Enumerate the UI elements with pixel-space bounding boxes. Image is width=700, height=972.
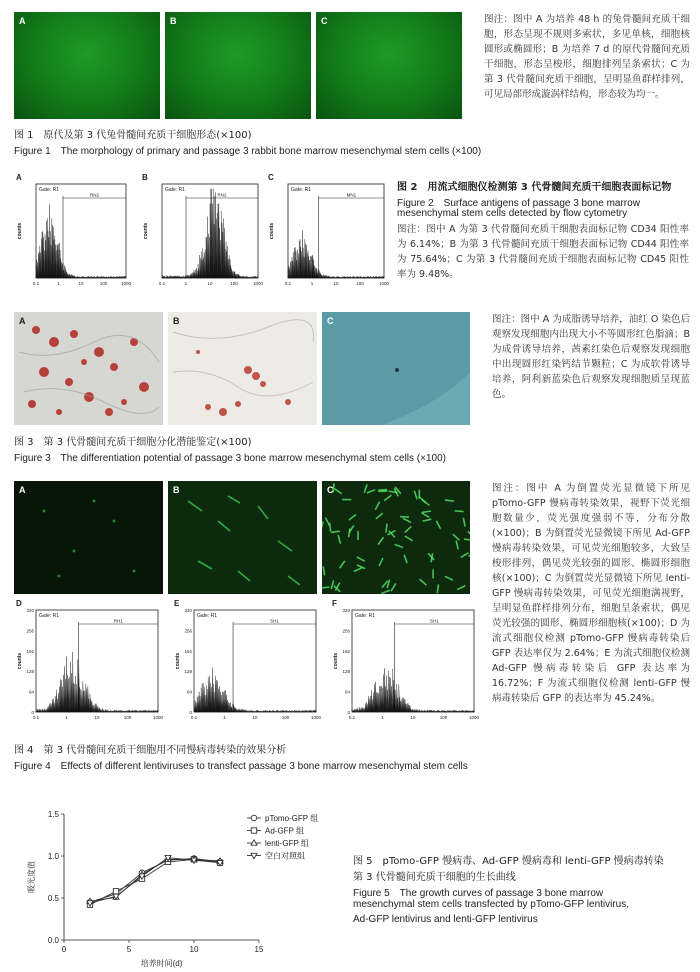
cell xyxy=(381,590,389,593)
fig1-caption-cn: 图 1 原代及第 3 代兔骨髓间充质干细胞形态(×100) xyxy=(14,130,252,141)
cell xyxy=(404,555,407,563)
cell xyxy=(384,495,391,500)
cell xyxy=(445,576,453,580)
x-tick-label: 10 xyxy=(207,281,213,286)
y-tick-label: 0 xyxy=(31,710,34,715)
fig3-note: 图注：图中 A 为成脂诱导培养，油红 O 染色后观察发现细胞内出现大小不等圆形红色脂滴；B 为成骨诱导培养，茜素红染色后观察发现细胞中出现圆形红染钙结节颗粒；C 为成软骨诱导培养，阿利新蓝染色后观察发现细胞质呈现蓝色。 xyxy=(492,314,690,400)
cell xyxy=(334,489,342,494)
cell xyxy=(403,518,411,522)
cell xyxy=(469,555,470,559)
flow-histogram-c xyxy=(266,172,390,294)
cell xyxy=(405,536,413,541)
y-axis-label: counts xyxy=(17,652,23,670)
cell xyxy=(422,500,429,505)
cell xyxy=(349,514,356,520)
x-tick-label: 0.1 xyxy=(32,281,40,286)
gate-marker-label: SH1 xyxy=(429,618,439,624)
x-tick-label: 1 xyxy=(65,715,68,720)
gate-label: Gate: R1 xyxy=(291,187,312,193)
cell xyxy=(375,502,379,510)
legend-marker xyxy=(251,840,257,845)
x-tick-label: 1000 xyxy=(120,281,132,286)
y-axis-label: counts xyxy=(175,652,181,670)
fig5-caption-en-2: mesenchymal stem cells transfected by pTomo-GFP lentivirus, xyxy=(353,899,630,910)
alcian-blue-stain-image xyxy=(322,312,470,425)
y-tick-label: 192 xyxy=(184,648,192,654)
fig3-caption-en: Figure 3 The differentiation potential of passage 3 bone marrow mesenchymal stem cells (×100) xyxy=(14,453,446,464)
cell xyxy=(422,511,431,512)
gate-label: Gate: R1 xyxy=(197,613,218,619)
cell xyxy=(436,521,440,529)
x-tick-label: 15 xyxy=(254,945,264,954)
y-tick-label: 192 xyxy=(342,648,350,654)
x-tick-label: 1 xyxy=(57,281,60,286)
x-tick-label: 10 xyxy=(78,281,84,286)
y-tick-label: 0.0 xyxy=(47,936,59,945)
fig4-panel-c xyxy=(322,481,470,594)
x-tick-label: 100 xyxy=(439,715,448,720)
fig5-caption-cn-1: 图 5 pTomo-GFP 慢病毒、Ad-GFP 慢病毒和 lenti-GFP 慢病毒转染 xyxy=(353,856,664,867)
panel-label: A xyxy=(19,316,26,326)
cell xyxy=(445,500,454,501)
cell xyxy=(326,518,330,526)
y-tick-label: 64 xyxy=(344,689,350,695)
gate-marker-label: RN2 xyxy=(217,192,227,198)
y-tick-label: 320 xyxy=(342,608,350,613)
cell xyxy=(322,587,329,588)
cell xyxy=(357,557,365,561)
x-tick-label: 1 xyxy=(184,281,188,286)
cell xyxy=(456,541,458,550)
alizarin-red-stain-image xyxy=(168,312,317,425)
y-tick-label: 320 xyxy=(26,608,34,613)
y-tick-label: 1.5 xyxy=(47,810,59,819)
flow-histogram-a xyxy=(14,172,132,294)
cell xyxy=(423,519,432,521)
cell xyxy=(354,568,362,572)
y-tick-label: 256 xyxy=(26,628,34,634)
panel-label: C xyxy=(321,16,328,26)
oil-red-stain-image xyxy=(14,312,163,425)
panel-label: C xyxy=(327,485,334,495)
y-axis-label: counts xyxy=(269,222,275,240)
gate-marker-label: SH1 xyxy=(270,618,279,624)
cell xyxy=(376,513,383,519)
cell xyxy=(322,522,323,531)
y-axis-label: counts xyxy=(143,222,149,240)
y-tick-label: 0 xyxy=(189,710,192,715)
x-tick-label: 0.1 xyxy=(190,715,198,720)
fig2-title-en-2: mesenchymal stem cells detected by flow cytometry xyxy=(397,208,628,219)
y-tick-label: 192 xyxy=(26,648,34,654)
x-tick-label: 1000 xyxy=(468,715,480,720)
y-axis-label: counts xyxy=(17,222,23,240)
panel-label: C xyxy=(327,316,334,326)
cell xyxy=(364,484,367,493)
growth-curve-chart xyxy=(14,800,344,972)
x-tick-label: 10 xyxy=(333,281,339,286)
panel-label: D xyxy=(16,599,22,608)
y-tick-label: 320 xyxy=(184,608,192,613)
cell xyxy=(340,561,345,568)
cell xyxy=(455,511,464,512)
cell xyxy=(378,537,383,544)
x-tick-label: 1000 xyxy=(252,281,264,286)
panel-label: A xyxy=(19,16,26,26)
y-tick-label: 128 xyxy=(26,669,34,675)
x-tick-label: 1000 xyxy=(310,715,322,720)
histogram-bars xyxy=(194,667,316,712)
fig5-caption-cn-2: 第 3 代骨髓间充质干细胞的生长曲线 xyxy=(353,872,516,883)
fig1-panel-a xyxy=(14,12,160,119)
cell xyxy=(464,539,470,540)
x-tick-label: 1 xyxy=(223,715,226,720)
y-tick-label: 64 xyxy=(186,689,192,695)
cell xyxy=(367,490,375,493)
fig2-title-cn: 图 2 用流式细胞仪检测第 3 代骨髓间充质干细胞表面标记物 xyxy=(397,182,672,193)
fig3-panel-a xyxy=(14,312,163,425)
fluorescence-image-dense xyxy=(322,481,470,594)
gate-marker-label: MN1 xyxy=(346,192,357,198)
cell xyxy=(437,584,438,593)
cell xyxy=(420,579,427,585)
cell xyxy=(421,513,429,518)
cell xyxy=(379,558,383,566)
series-3 xyxy=(87,855,223,906)
y-tick-label: 128 xyxy=(184,669,192,675)
fig5-caption-en-3: Ad-GFP lentivirus and lenti-GFP lentivirus xyxy=(353,914,538,925)
x-tick-label: 0.1 xyxy=(348,715,356,720)
legend-marker xyxy=(251,815,257,821)
gate-marker-label: RH1 xyxy=(113,618,123,624)
fig4-caption-cn: 图 4 第 3 代骨髓间充质干细胞用不同慢病毒转染的效果分析 xyxy=(14,745,287,756)
series-1 xyxy=(87,857,222,908)
fig4-caption-en: Figure 4 Effects of different lentiviruses to transfect passage 3 bone marrow mesenchymal stem cells xyxy=(14,761,468,772)
legend-marker xyxy=(251,853,257,858)
x-tick-label: 0 xyxy=(61,945,67,954)
y-tick-label: 256 xyxy=(184,628,192,634)
legend-label: 空白对照组 xyxy=(265,851,305,861)
cell xyxy=(331,580,333,589)
panel-label: B xyxy=(173,316,180,326)
gate-label: Gate: R1 xyxy=(355,613,376,619)
cell xyxy=(400,517,409,518)
legend-marker xyxy=(251,828,256,833)
panel-label: B xyxy=(170,16,177,26)
cell xyxy=(395,544,403,547)
fig1-panel-b xyxy=(165,12,311,119)
fig2-title-en-1: Figure 2 Surface antigens of passage 3 bone marrow xyxy=(397,198,640,209)
gate-label: Gate: R1 xyxy=(39,613,60,619)
x-tick-label: 0.1 xyxy=(32,715,40,720)
panel-label: B xyxy=(173,485,180,495)
x-tick-label: 1 xyxy=(381,715,384,720)
panel-label: F xyxy=(332,599,337,608)
y-axis-label: counts xyxy=(333,652,339,670)
histogram-bars xyxy=(352,668,474,712)
y-axis-label: 吸光度值 xyxy=(27,861,36,893)
panel-label: B xyxy=(142,173,148,182)
y-tick-label: 1.0 xyxy=(47,852,59,861)
fig3-caption-cn: 图 3 第 3 代骨髓间充质干细胞分化潜能鉴定(×100) xyxy=(14,437,252,448)
cell xyxy=(457,586,465,590)
cell xyxy=(461,553,469,558)
histogram-bars xyxy=(36,204,126,278)
gate-label: Gate: R1 xyxy=(165,187,186,193)
legend-label: lenti-GFP 组 xyxy=(265,839,309,848)
x-tick-label: 10 xyxy=(252,715,258,720)
y-tick-label: 256 xyxy=(342,628,350,634)
series-0 xyxy=(87,856,223,905)
legend-label: Ad-GFP 组 xyxy=(265,826,304,836)
x-tick-label: 1000 xyxy=(378,281,390,286)
fig1-panel-c xyxy=(316,12,462,119)
x-tick-label: 0.1 xyxy=(284,281,292,286)
fig4-note: 图注：图中 A 为倒置荧光显微镜下所见 pTomo-GFP 慢病毒转染效果，视野下荧光细胞数量少，荧光强度强弱不等，分布分散(×100)；B 为倒置荧光显微镜下所见 Ad-GFP 慢病毒转染效果，可见荧光细胞较多，大致呈梭形排列，偶见荧光较强的圆形、椭圆形细胞核(×100)；C 为倒置荧光显微镜下所见 lenti-GFP 慢病毒转染效果，可见荧光细胞满视野，呈明显鱼群样排列分布，细胞呈条索状，偶见荧光较强的圆形、椭圆形细胞核(×100)；D 为流式细胞仪检测 pTomo-GFP 慢病毒转染后 GFP 表达率仅为 2.64%；E 为流式细胞仪检测 Ad-GFP 慢病毒转染后 GFP 表达率为 16.72%；F 为流式细胞仪检测 lenti-GFP 慢病毒转染后 GFP 的表达率为 45.24%。 xyxy=(492,483,690,704)
y-tick-label: 0 xyxy=(347,710,350,715)
flow-histogram-d xyxy=(14,598,164,728)
fig4-panel-a xyxy=(14,481,163,594)
cell xyxy=(386,524,387,533)
flow-histogram-f xyxy=(330,598,480,728)
series-line xyxy=(90,859,220,903)
y-tick-label: 128 xyxy=(342,669,350,675)
gate-label: Gate: R1 xyxy=(39,187,60,193)
fluorescence-image-sparse xyxy=(14,481,163,594)
y-tick-label: 64 xyxy=(28,689,34,695)
panel-label: C xyxy=(268,173,274,182)
cell xyxy=(330,523,331,532)
histogram-bars xyxy=(162,189,258,278)
fluorescence-image-medium xyxy=(168,481,317,594)
histogram-bars xyxy=(36,652,158,712)
x-axis-label: 培养时间(d) xyxy=(140,959,183,968)
cell xyxy=(463,518,465,527)
x-tick-label: 1000 xyxy=(152,715,164,720)
panel-label: E xyxy=(174,599,180,608)
fig1-note: 图注：图中 A 为培养 48 h 的兔骨髓间充质干细胞，形态呈现不规则多索状，多见单核，细胞核圆形或椭圆形；B 为培养 7 d 的原代骨髓间充质干细胞，形态呈梭形，细胞排列呈条索状；C 为第 3 代骨髓间充质干细胞，呈明显鱼群样排列，可见局部形成漩涡样结构，形态较为均一。 xyxy=(484,14,690,100)
cell xyxy=(323,566,324,575)
plot-frame xyxy=(36,610,158,712)
fig3-panel-b xyxy=(168,312,317,425)
flow-histogram-b xyxy=(140,172,264,294)
x-tick-label: 100 xyxy=(281,715,290,720)
x-tick-label: 0.1 xyxy=(158,281,166,286)
x-tick-label: 10 xyxy=(189,945,199,954)
x-tick-label: 1 xyxy=(310,281,314,286)
x-tick-label: 100 xyxy=(123,715,132,720)
fig4-panel-b xyxy=(168,481,317,594)
x-tick-label: 5 xyxy=(126,945,132,954)
cell xyxy=(405,526,412,532)
fig2-note: 图注：图中 A 为第 3 代骨髓间充质干细胞表面标记物 CD34 阳性率为 6.14%；B 为第 3 代骨髓间充质干细胞表面标记物 CD44 阳性率为 75.64%；C 为第 3 代骨髓间充质干细胞表面标记物 CD45 阳性率为 9.48%。 xyxy=(397,224,689,280)
histogram-bars xyxy=(288,230,384,278)
fig5-caption-en-1: Figure 5 The growth curves of passage 3 bone marrow xyxy=(353,888,604,899)
y-tick-label: 0.5 xyxy=(47,894,59,903)
cell xyxy=(468,531,470,537)
cell xyxy=(391,583,396,591)
cell xyxy=(331,531,340,532)
cell xyxy=(338,535,340,544)
x-tick-label: 10 xyxy=(94,715,100,720)
fig1-caption-en: Figure 1 The morphology of primary and passage 3 rabbit bone marrow mesenchymal stem cells (×100) xyxy=(14,146,482,157)
cell xyxy=(453,534,460,540)
legend-label: pTomo-GFP 组 xyxy=(265,814,319,823)
x-tick-label: 100 xyxy=(230,281,238,286)
panel-label: A xyxy=(16,173,22,182)
x-tick-label: 100 xyxy=(356,281,364,286)
flow-histogram-e xyxy=(172,598,322,728)
x-tick-label: 100 xyxy=(99,281,108,286)
cell xyxy=(414,491,417,500)
cell xyxy=(378,490,387,491)
gate-marker-label: RN2 xyxy=(89,192,100,198)
x-tick-label: 10 xyxy=(410,715,416,720)
panel-label: A xyxy=(19,485,26,495)
fig3-panel-c xyxy=(322,312,470,425)
